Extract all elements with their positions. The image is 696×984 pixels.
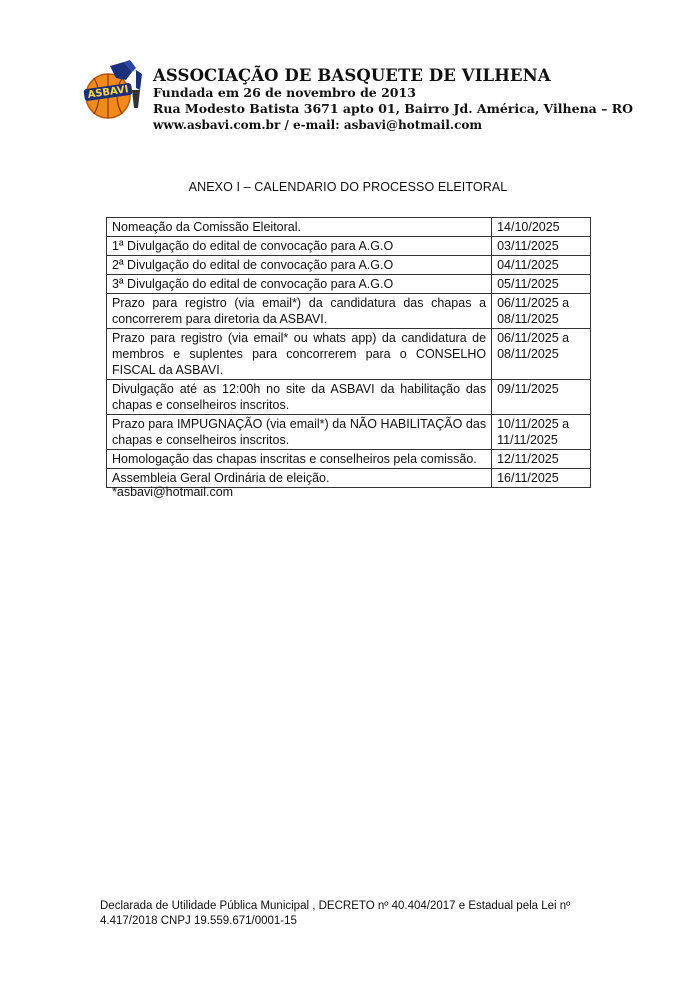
- event-description: Divulgação até as 12:00h no site da ASBAVI da habilitação das chapas e conselheiros inscritos.: [107, 380, 492, 415]
- table-row: [107, 218, 591, 237]
- org-contact: www.asbavi.com.br / e-mail: asbavi@hotmail.com: [153, 118, 483, 132]
- email-footnote: *asbavi@hotmail.com: [112, 485, 234, 499]
- table-row: [107, 256, 591, 275]
- footer-decree: Declarada de Utilidade Pública Municipal , DECRETO nº 40.404/2017 e Estadual pela Lei nº: [100, 900, 571, 912]
- event-date: 06/11/2025 a 08/11/2025: [492, 294, 591, 329]
- event-description: Prazo para IMPUGNAÇÃO (via email*) da NÃO HABILITAÇÃO das chapas e conselheiros inscritos.: [107, 415, 492, 450]
- annex-title: ANEXO I – CALENDARIO DO PROCESSO ELEITORAL: [188, 180, 508, 194]
- event-description: Prazo para registro (via email*) da candidatura das chapas a concorrerem para diretoria da ASBAVI.: [107, 294, 492, 329]
- event-date: 06/11/2025 a 08/11/2025: [492, 329, 591, 380]
- event-description: Assembleia Geral Ordinária de eleição.: [107, 469, 492, 488]
- table-row: [107, 237, 591, 256]
- event-description: Nomeação da Comissão Eleitoral.: [107, 218, 492, 237]
- table-row: [107, 415, 591, 450]
- event-description: 1ª Divulgação do edital de convocação para A.G.O: [107, 237, 492, 256]
- table-row: [107, 329, 591, 380]
- event-description: 2ª Divulgação do edital de convocação para A.G.O: [107, 256, 492, 275]
- asbavi-logo: [80, 60, 146, 122]
- footer-cnpj: 4.417/2018 CNPJ 19.559.671/0001-15: [100, 915, 297, 927]
- logo-text: ASBAVI: [86, 84, 130, 101]
- table-row: [107, 450, 591, 469]
- org-address: Rua Modesto Batista 3671 apto 01, Bairro Jd. América, Vilhena – RO: [153, 101, 633, 116]
- event-date: 03/11/2025: [492, 237, 591, 256]
- table-row: [107, 275, 591, 294]
- event-date: 04/11/2025: [492, 256, 591, 275]
- page-footer: [100, 899, 595, 929]
- event-date: 09/11/2025: [492, 380, 591, 415]
- table-row: [107, 380, 591, 415]
- event-date: 12/11/2025: [492, 450, 591, 469]
- event-description: 3ª Divulgação do edital de convocação para A.G.O: [107, 275, 492, 294]
- founded-date: Fundada em 26 de novembro de 2013: [153, 85, 416, 100]
- event-date: 05/11/2025: [492, 275, 591, 294]
- org-name: ASSOCIAÇÃO DE BASQUETE DE VILHENA: [153, 66, 551, 85]
- event-description: Prazo para registro (via email* ou whats app) da candidatura de membros e suplentes para concorrerem para o CONSELHO FISCAL da ASBAVI.: [107, 329, 492, 380]
- event-date: 10/11/2025 a 11/11/2025: [492, 415, 591, 450]
- event-date: 16/11/2025: [492, 469, 591, 488]
- event-description: Homologação das chapas inscritas e conselheiros pela comissão.: [107, 450, 492, 469]
- table-row: [107, 294, 591, 329]
- letterhead: [153, 66, 633, 133]
- election-calendar-table: [106, 217, 591, 488]
- event-date: 14/10/2025: [492, 218, 591, 237]
